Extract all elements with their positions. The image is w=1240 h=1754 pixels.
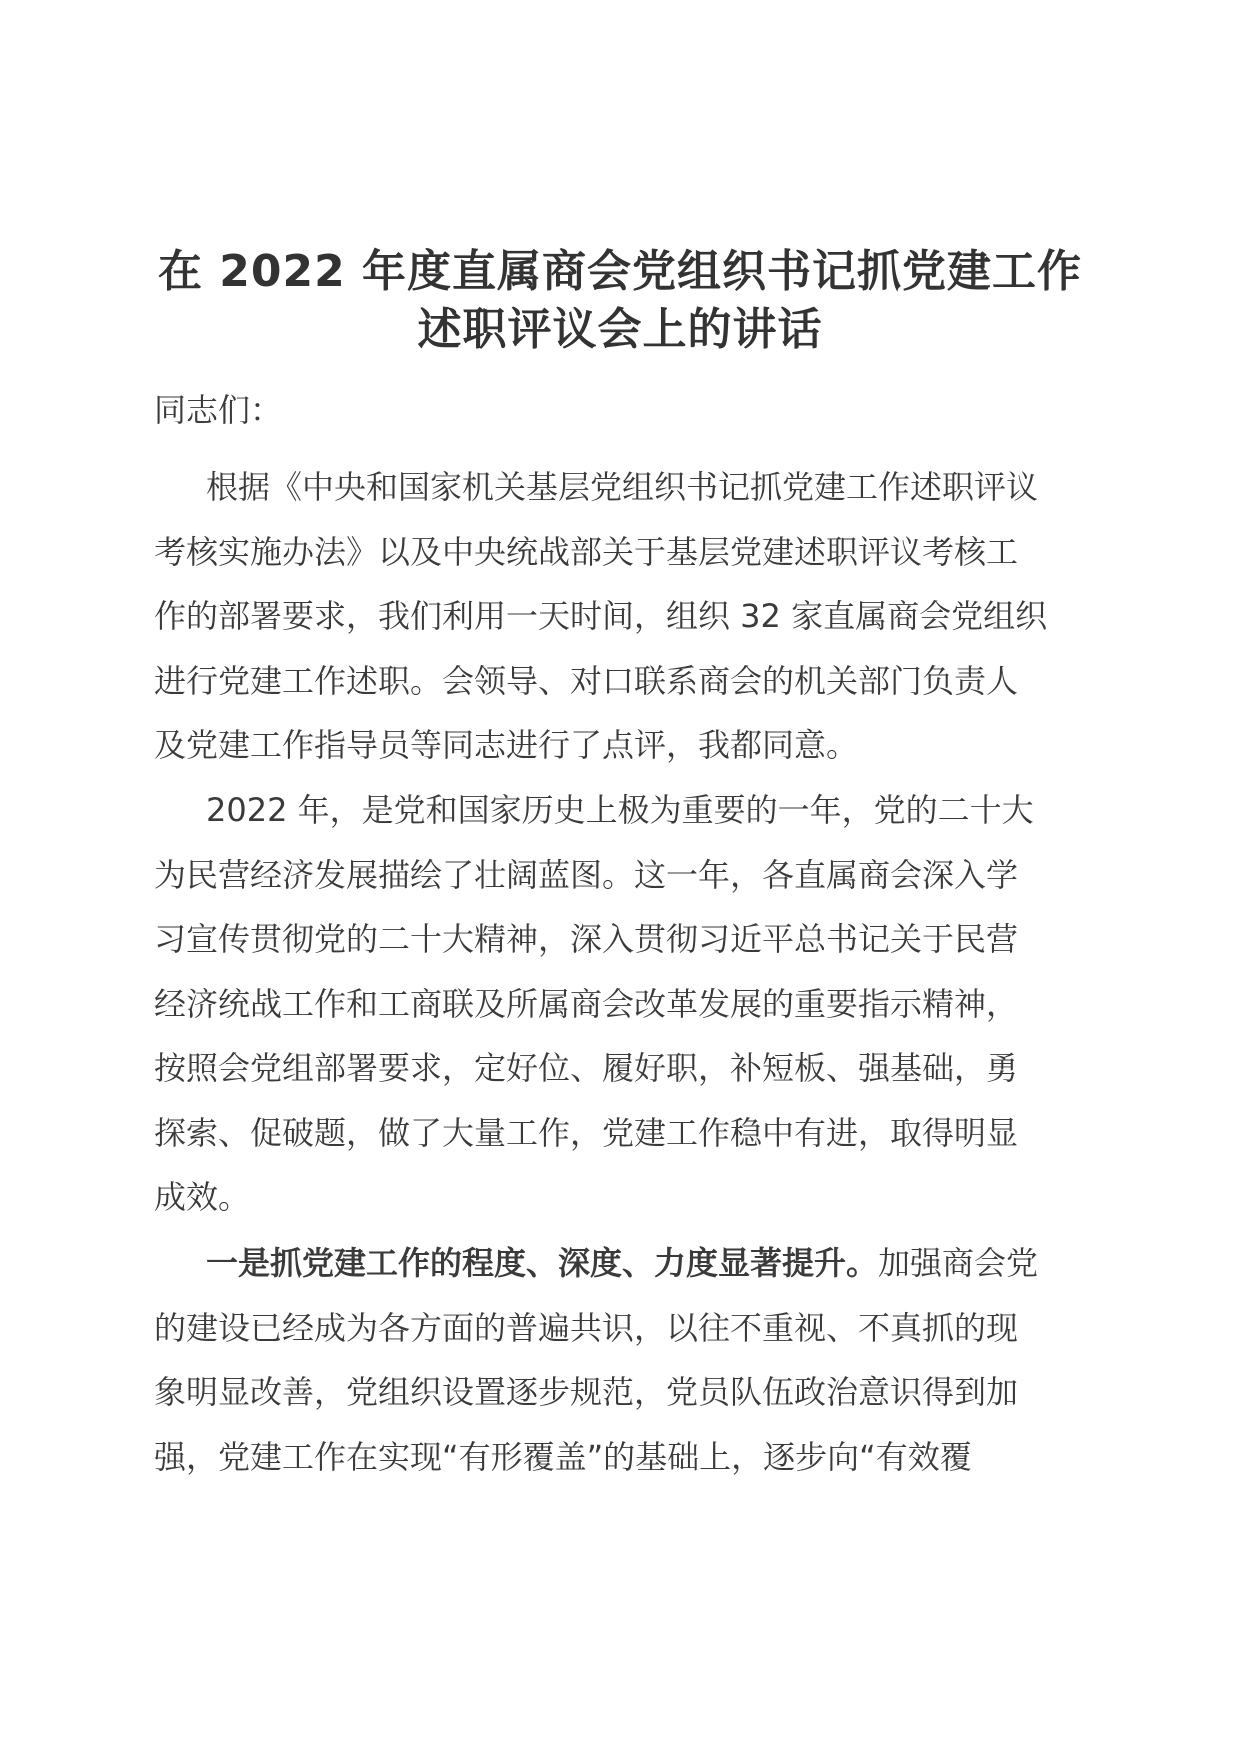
paragraph-line: 习宣传贯彻党的二十大精神，深入贯彻习近平总书记关于民营 [154,920,1019,958]
paragraph-line: 的建设已经成为各方面的普遍共识，以往不重视、不真抓的现 [154,1308,1019,1347]
paragraph-line: 进行党建工作述职。会领导、对口联系商会的机关部门负责人 [154,661,1019,700]
title-line: 在 2022 年度直属商会党组织书记抓党建工作 [157,246,1083,297]
paragraph-line: 作的部署要求，我们利用一天时间，组织 32 家直属商会党组织 [154,597,1048,635]
paragraph [154,1231,1094,1489]
paragraph-lead-heading: 一是抓党建工作的程度、深度、力度显著提升。 [206,1244,879,1282]
paragraph-line: 2022 年，是党和国家历史上极为重要的一年，党的二十大 [206,791,1034,829]
paragraph-line: 象明显改善，党组织设置逐步规范，党员队伍政治意识得到加 [154,1373,1019,1411]
paragraph-line: 根据《中央和国家机关基层党组织书记抓党建工作述职评议 [206,468,1039,506]
paragraph-line: 探索、促破题，做了大量工作，党建工作稳中有进，取得明显 [154,1113,1019,1152]
paragraph-line: 考核实施办法》以及中央统战部关于基层党建述职评议考核工 [154,532,1019,571]
paragraph-line [154,1231,1094,1296]
paragraph [154,778,1094,1230]
paragraph-line: 经济统战工作和工商联及所属商会改革发展的重要指示精神， [154,984,1019,1023]
title-line: 述职评议会上的讲话 [417,304,823,355]
paragraph-line: 强，党建工作在实现“有形覆盖”的基础上，逐步向“有效覆 [154,1437,972,1476]
paragraph-line: 成效。 [154,1178,251,1216]
salutation: 同志们： [154,391,283,429]
paragraph-lead-text: 加强商会党 [878,1244,1039,1282]
paragraph-line: 为民营经济发展描绘了壮阔蓝图。这一年，各直属商会深入学 [154,855,1019,894]
paragraph-line: 及党建工作指导员等同志进行了点评，我都同意。 [154,726,859,764]
paragraph-line: 按照会党组部署要求，定好位、履好职，补短板、强基础，勇 [154,1049,1019,1087]
document-title [140,243,1100,359]
paragraph [154,455,1094,778]
